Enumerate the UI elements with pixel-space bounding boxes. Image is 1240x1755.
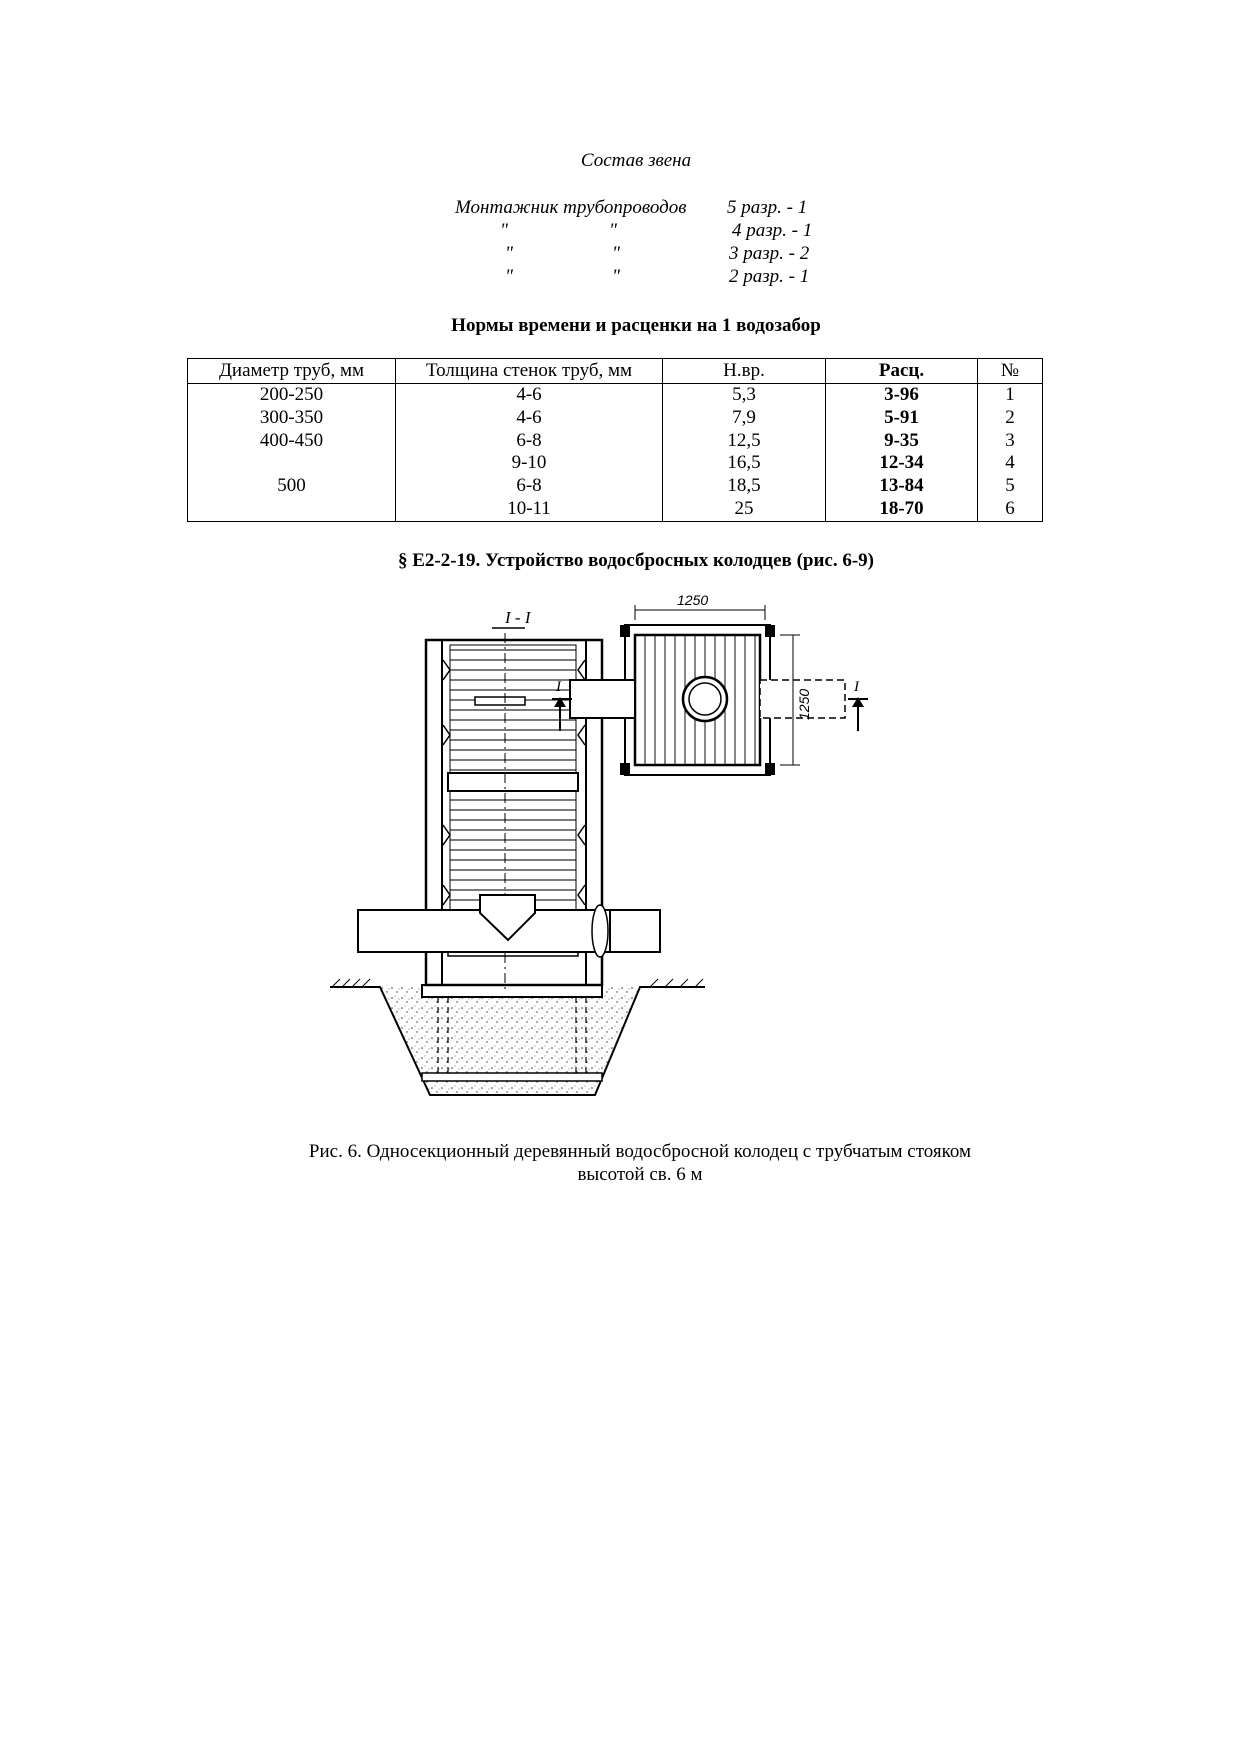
cell-thickness: 10-11 <box>396 498 663 521</box>
table-row <box>188 452 1043 475</box>
header-num: № <box>978 359 1043 384</box>
cell-diameter: 300-350 <box>188 407 396 430</box>
crew-title: Состав звена <box>580 150 692 171</box>
cell-num: 5 <box>978 475 1043 498</box>
cell-nvr: 16,5 <box>663 452 826 475</box>
well-drawing <box>320 595 960 1115</box>
crew-row-3-grade: 3 разр. - 2 <box>729 243 810 264</box>
cell-num: 4 <box>978 452 1043 475</box>
cell-num: 6 <box>978 498 1043 521</box>
section-cut-label: I - I <box>505 608 531 627</box>
cell-num: 3 <box>978 430 1043 453</box>
cell-rate: 18-70 <box>826 498 978 521</box>
cut-marker-right-label: I <box>854 679 859 695</box>
corner-post <box>620 625 630 637</box>
cell-thickness: 4-6 <box>396 407 663 430</box>
corner-post <box>620 763 630 775</box>
crew-row-3-ditto: " <box>505 243 513 264</box>
cell-diameter <box>188 498 396 521</box>
section-title: § Е2-2-19. Устройство водосбросных колодцев (рис. 6-9) <box>397 550 874 571</box>
corner-post <box>765 625 775 637</box>
cell-diameter: 400-450 <box>188 430 396 453</box>
table-row <box>188 498 1043 521</box>
crew-row-2-ditto-mark: " <box>609 220 617 241</box>
table-row <box>188 407 1043 430</box>
cell-nvr: 12,5 <box>663 430 826 453</box>
cell-rate: 12-34 <box>826 452 978 475</box>
cell-diameter <box>188 452 396 475</box>
table-row <box>188 475 1043 498</box>
cell-thickness: 6-8 <box>396 430 663 453</box>
cell-num: 1 <box>978 384 1043 407</box>
outlet-pipe <box>358 895 660 957</box>
norms-header-row <box>188 359 1043 384</box>
norms-title: Нормы времени и расценки на 1 водозабор <box>451 315 821 336</box>
cell-rate: 13-84 <box>826 475 978 498</box>
crew-row-2-grade: 4 разр. - 1 <box>732 220 813 241</box>
cell-rate: 9-35 <box>826 430 978 453</box>
corner-post <box>765 763 775 775</box>
cell-num: 2 <box>978 407 1043 430</box>
well-base-frame <box>422 985 602 997</box>
cell-diameter: 200-250 <box>188 384 396 407</box>
dimension-height-label: 1250 <box>796 688 812 720</box>
cell-diameter: 500 <box>188 475 396 498</box>
cut-marker-right <box>848 697 868 731</box>
crew-row-2-ditto: " <box>500 220 508 241</box>
norms-table <box>187 358 1043 522</box>
crew-row-1-grade: 5 разр. - 1 <box>727 197 808 218</box>
cell-nvr: 7,9 <box>663 407 826 430</box>
crew-row-1-role: Монтажник трубопроводов <box>455 197 687 218</box>
well-bottom-frame <box>422 1073 602 1081</box>
crew-row-4-ditto: " <box>505 266 513 287</box>
cell-nvr: 25 <box>663 498 826 521</box>
cell-rate: 3-96 <box>826 384 978 407</box>
cell-thickness: 9-10 <box>396 452 663 475</box>
header-nvr: Н.вр. <box>663 359 826 384</box>
table-row <box>188 384 1043 407</box>
table-row <box>188 430 1043 453</box>
crew-row-3-ditto-mark: " <box>612 243 620 264</box>
header-rate: Расц. <box>826 359 978 384</box>
figure-caption-line-1: Рис. 6. Односекционный деревянный водосбросной колодец с трубчатым стояком <box>308 1141 972 1162</box>
cell-thickness: 4-6 <box>396 384 663 407</box>
dimension-width-label: 1250 <box>677 595 709 608</box>
figure-caption <box>240 1140 1040 1186</box>
cell-thickness: 6-8 <box>396 475 663 498</box>
header-thickness: Толщина стенок труб, мм <box>396 359 663 384</box>
figure-caption-line-2: высотой св. 6 м <box>577 1164 703 1185</box>
cut-marker-left-label: I <box>556 679 561 695</box>
crew-row-4-grade: 2 разр. - 1 <box>729 266 810 287</box>
crew-row-4-ditto-mark: " <box>612 266 620 287</box>
cell-nvr: 5,3 <box>663 384 826 407</box>
header-diameter: Диаметр труб, мм <box>188 359 396 384</box>
cell-nvr: 18,5 <box>663 475 826 498</box>
cell-rate: 5-91 <box>826 407 978 430</box>
